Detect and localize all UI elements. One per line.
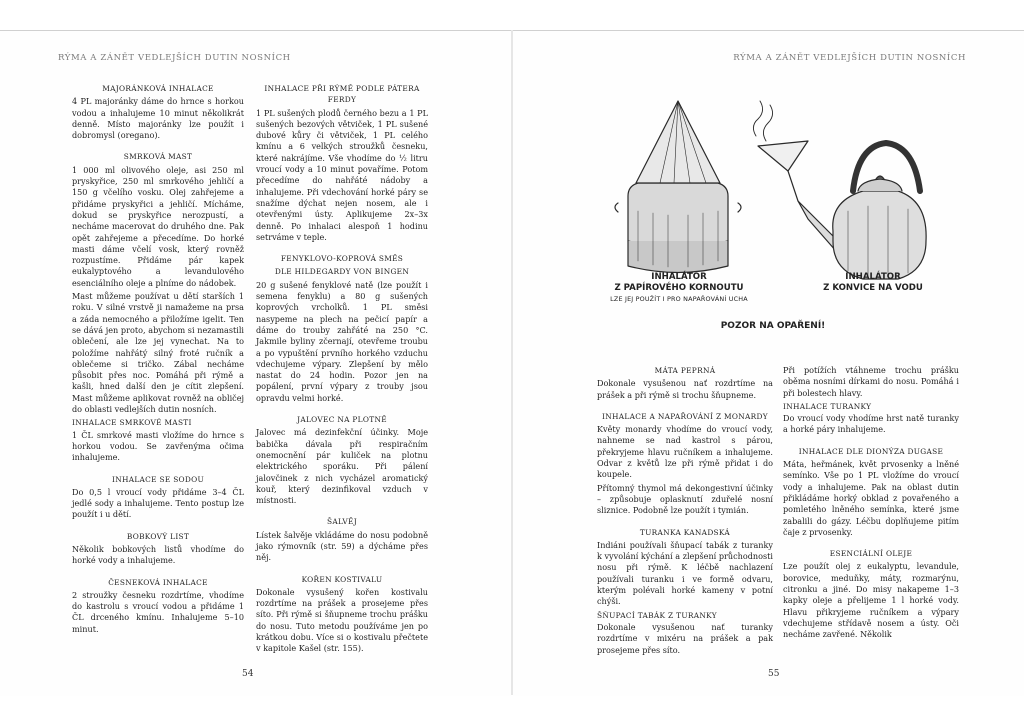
heading-majoranka: MAJORÁNKOVÁ INHALACE bbox=[102, 84, 214, 93]
heading-inhalace-masti: INHALACE SMRKOVÉ MASTI bbox=[72, 418, 192, 428]
paragraph: Dokonale vysušený kořen kostivalu rozdrtíme na prášek a prosejeme přes síto. Při rýmě si šňupneme trochu prášku do nosu. Tuto metodu používáme jen po krátkou dobu. Více si o kostivalu přečtete v kapitole Kašel (str. 155). bbox=[256, 586, 428, 654]
heading-soda: INHALACE SE SODOU bbox=[111, 474, 205, 484]
heading-esencialni-oleje: ESENCIÁLNÍ OLEJE bbox=[829, 549, 913, 559]
paragraph: Máta, heřmánek, květ prvosenky a lněné semínko. Vše po 1 PL vložíme do vroucí vody a inhalujeme. Pak na oblast dutin přikládáme horký obklad z povařeného a pomletého lněného semínka, které jsme zabalili do gázy. Léčbu doplňujeme pitím čaje z prvosenky. bbox=[783, 459, 959, 537]
page-number-right: 55 bbox=[768, 669, 780, 679]
caption-line: INHALÁTOR bbox=[651, 272, 707, 282]
paragraph: Dokonale vysušenou nať turanky rozdrtíme v mixéru na prášek a pak prosejeme přes síto. bbox=[597, 621, 773, 655]
paragraph: Do vroucí vody vhodíme hrst natě turanky a horké páry inhalujeme. bbox=[783, 413, 959, 435]
paragraph: 4 PL majoránky dáme do hrnce s horkou vodou a inhalujeme 10 minut několikrát denně. Místo majoránky lze použít i dobromysl (oregano). bbox=[72, 96, 244, 141]
paragraph: 1 ČL smrkové masti vložíme do hrnce s horkou vodou. Se zavřenýma očima inhalujeme. bbox=[72, 429, 244, 463]
right-column-1 bbox=[597, 365, 773, 658]
heading-kostival: KOŘEN KOSTIVALU bbox=[301, 574, 383, 584]
paragraph: Do 0,5 l vroucí vody přidáme 3–4 ČL jedlé sody a inhalujeme. Tento postup lze použít i u dětí. bbox=[72, 486, 244, 520]
scald-warning: POZOR NA OPAŘENÍ! bbox=[720, 321, 826, 331]
heading-snupaci-tabak: ŠŇUPACÍ TABÁK Z TURANKY bbox=[597, 610, 717, 620]
paragraph: Květy monardy vhodíme do vroucí vody, nahneme se nad kastrol s párou, překryjeme hlavu ručníkem a inhalujeme. Odvar z květů lze při rýmě přidat i do koupele. bbox=[597, 424, 773, 480]
caption-line: Z KONVICE NA VODU bbox=[823, 283, 923, 293]
paragraph: 1 000 ml olivového oleje, asi 250 ml pryskyřice, 250 ml smrkového jehličí a 150 g včelího vosku. Olej zahřejeme a přidáme pryskyřici a jehličí. Mícháme, dokud se pryskyřice nerozpustí, a necháme macerovat do druhého dne. Pak opět zahřejeme a přecedíme. Do horké masti dáme včelí vosk, který rovněž rozpustíme. Přidáme pár kapek eukalyptového a levandulového esenciálního oleje a plníme do nádobek. bbox=[72, 164, 244, 288]
paragraph: Indiáni používali šňupací tabák z turanky k vyvolání kýchání a zlepšení průchodnosti nosu při rýmě. K léčbě nachlazení používali turanku i ve formě odvaru, kterým polévali horké kameny v potní chýši. bbox=[597, 539, 773, 607]
caption-kettle bbox=[813, 272, 933, 294]
paragraph: 20 g sušené fenyklové natě (lze použít i semena fenyklu) a 80 g sušených koprových vrcholků. 1 PL směsi nasypeme na plech na pečicí papír a dáme do trouby zahřáté na 250 °C. Jakmile byliny zčernají, otevřeme troubu a po vypuštění prvního horkého vzduchu vdechujeme výpary. Zlepšení by mělo nastat do 24 hodin. Pozor jen na popálení, první výpary z trouby jsou opravdu velmi horké. bbox=[256, 279, 428, 403]
heading-fenykl-2: DLE HILDEGARDY VON BINGEN bbox=[274, 267, 410, 277]
heading-pater-ferda: INHALACE PŘI RÝMĚ PODLE PÁTERA FERDY bbox=[264, 84, 420, 105]
right-column-2 bbox=[783, 365, 959, 643]
heading-inhalace-turanky: INHALACE TURANKY bbox=[783, 401, 872, 411]
paragraph: Lístek šalvěje vkládáme do nosu podobně jako rýmovník (str. 59) a dýcháme přes něj. bbox=[256, 529, 428, 563]
heading-smrkova-mast: SMRKOVÁ MAST bbox=[123, 152, 193, 162]
paragraph: Dokonale vysušenou nať rozdrtíme na prášek a při rýmě si trochu šňupneme. bbox=[597, 378, 773, 400]
page-number-left: 54 bbox=[242, 669, 254, 679]
inhaler-illustration bbox=[608, 91, 938, 291]
heading-mata: MÁTA PEPRNÁ bbox=[654, 366, 716, 375]
left-column-1 bbox=[72, 83, 244, 637]
caption-paper-cone bbox=[589, 272, 769, 305]
caption-line: INHALÁTOR bbox=[845, 272, 901, 282]
heading-turanka-kanadska: TURANKA KANADSKÁ bbox=[639, 527, 731, 537]
running-head-right: RÝMA A ZÁNĚT VEDLEJŠÍCH DUTIN NOSNÍCH bbox=[733, 53, 966, 63]
running-head-left: RÝMA A ZÁNĚT VEDLEJŠÍCH DUTIN NOSNÍCH bbox=[58, 53, 291, 63]
heading-salvej: ŠALVĚJ bbox=[327, 517, 357, 527]
paragraph: Lze použít olej z eukalyptu, levandule, borovice, meduňky, máty, rozmarýnu, citronku a jiné. Do misy nakapeme 1–3 kapky oleje a přelijeme 1 l horké vody. Hlavu přikryjeme ručníkem a výpary vdechujeme střídavě nosem a ústy. Oči necháme zavřené. Několik bbox=[783, 561, 959, 640]
paragraph: Přítomný thymol má dekongestivní účinky – způsobuje oplasknutí zduřelé nosní sliznice. Podobně lze použít i tymián. bbox=[597, 482, 773, 516]
caption-line: Z PAPÍROVÉHO KORNOUTU bbox=[614, 283, 744, 293]
heading-bobkovy-list: BOBKOVÝ LIST bbox=[126, 531, 190, 541]
paragraph: 1 PL sušených plodů černého bezu a 1 PL sušených bezových větviček, 1 PL sušené dubové kůry či větviček, 1 PL celého kmínu a 6 velkých stroužků česneku, které nakrájíme. Vše vhodíme do ½ litru vroucí vody a 10 minut povaříme. Potom přecedíme do nahřáté nádoby a inhalujeme. Při vdechování horké páry se snažíme dýchat nejen nosem, ale i otevřenými ústy. Aplikujeme 2x–3x denně. Po inhalaci alespoň 1 hodinu setrváme v teple. bbox=[256, 107, 428, 242]
book-spread bbox=[0, 30, 1024, 725]
heading-dionyz-dugas: INHALACE DLE DIONÝZA DUGASE bbox=[798, 446, 944, 456]
heading-cesnek: ČESNEKOVÁ INHALACE bbox=[108, 577, 208, 587]
right-page bbox=[513, 30, 1024, 696]
paragraph: Několik bobkových listů vhodíme do horké vody a inhalujeme. bbox=[72, 543, 244, 566]
caption-subline: LZE JEJ POUŽÍT I PRO NAPAŘOVÁNÍ UCHA bbox=[610, 295, 748, 303]
heading-monarda: INHALACE A NAPAŘOVÁNÍ Z MONARDY bbox=[602, 411, 768, 421]
left-column-2 bbox=[256, 83, 428, 657]
paragraph: Jalovec má dezinfekční účinky. Moje babička dávala při respiračním onemocnění pár kuliček na plotnu elektrického sporáku. Při pálení jalovčinek z nich vycházel aromatický kouř, který dezinfikoval vzduch v místnosti. bbox=[256, 427, 428, 506]
paragraph: 2 stroužky česneku rozdrtíme, vhodíme do kastrolu s vroucí vodou a přidáme 1 ČL drceného kmínu. Inhalujeme 5–10 minut. bbox=[72, 589, 244, 634]
left-page bbox=[0, 30, 511, 696]
heading-fenykl-1: FENYKLOVO-KOPROVÁ SMĚS bbox=[280, 254, 404, 264]
paragraph: Při potížích vtáhneme trochu prášku oběma nosními dírkami do nosu. Pomáhá i při bolestech hlavy. bbox=[783, 365, 959, 398]
paragraph: Mast můžeme používat u dětí starších 1 roku. V silné vrstvě ji namažeme na prsa a záda nemocného a přiložíme igelit. Ten se dává jen proto, abychom si nezamastili oblečení, ale lze jej vynechat. Na to položíme nahřátý silný froté ručník a oblečeme si tričko. Zábal necháme působit přes noc. Pomáhá při rýmě a kašli, hned další den je cítit zlepšení. Mast můžeme aplikovat rovněž na obličej do oblasti vedlejších dutin nosních. bbox=[72, 291, 244, 415]
heading-jalovec: JALOVEC NA PLOTNĚ bbox=[297, 415, 387, 425]
